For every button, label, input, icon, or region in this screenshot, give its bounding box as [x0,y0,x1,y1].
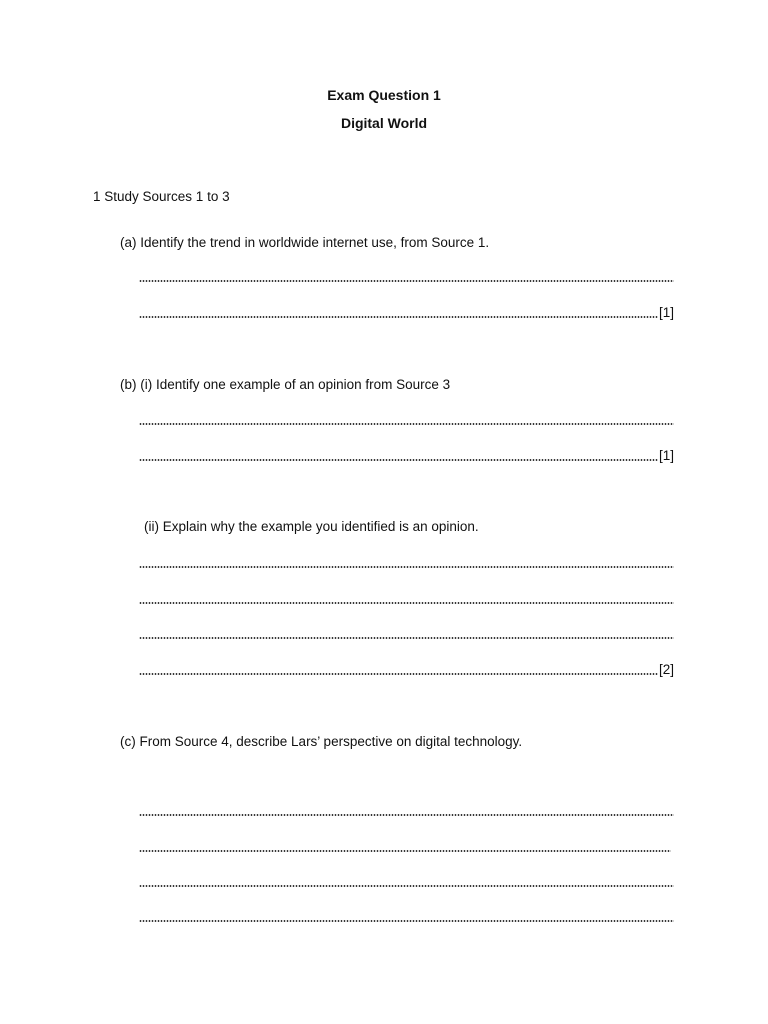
dotted-rule [139,458,658,462]
answer-line-b-i-1[interactable] [139,411,674,429]
answer-line-b-ii-2[interactable] [139,590,674,608]
exam-subtitle: Digital World [340,115,428,131]
dotted-rule [139,422,674,426]
marks-b-i: [1] [658,448,674,463]
exam-title: Exam Question 1 [327,87,441,103]
dotted-rule [139,636,674,640]
dotted-rule [139,919,674,923]
answer-line-c-4[interactable] [139,908,674,926]
dotted-rule [139,315,658,319]
answer-line-c-1[interactable] [139,802,674,820]
dotted-rule [139,813,674,817]
answer-line-a-2[interactable] [139,304,674,322]
question-b-ii-prompt: (ii) Explain why the example you identified is an opinion. [144,519,479,534]
answer-line-a-1[interactable] [139,268,674,286]
dotted-rule [139,884,674,888]
dotted-rule [139,672,658,676]
dotted-rule [139,601,674,605]
marks-a: [1] [658,305,674,320]
answer-line-b-ii-3[interactable] [139,625,674,643]
answer-line-b-ii-4[interactable] [139,661,674,679]
dotted-rule [139,279,674,283]
answer-line-b-i-2[interactable] [139,447,674,465]
question-a-prompt: (a) Identify the trend in worldwide internet use, from Source 1. [120,235,490,250]
question-intro: 1 Study Sources 1 to 3 [93,189,230,204]
answer-line-c-2[interactable] [139,838,671,856]
answer-line-c-3[interactable] [139,873,674,891]
dotted-rule [139,565,674,569]
answer-line-b-ii-1[interactable] [139,554,674,572]
question-b-i-prompt: (b) (i) Identify one example of an opinion from Source 3 [120,377,451,392]
question-c-prompt: (c) From Source 4, describe Lars’ perspective on digital technology. [120,734,523,749]
marks-b-ii: [2] [658,662,674,677]
dotted-rule [139,849,671,853]
